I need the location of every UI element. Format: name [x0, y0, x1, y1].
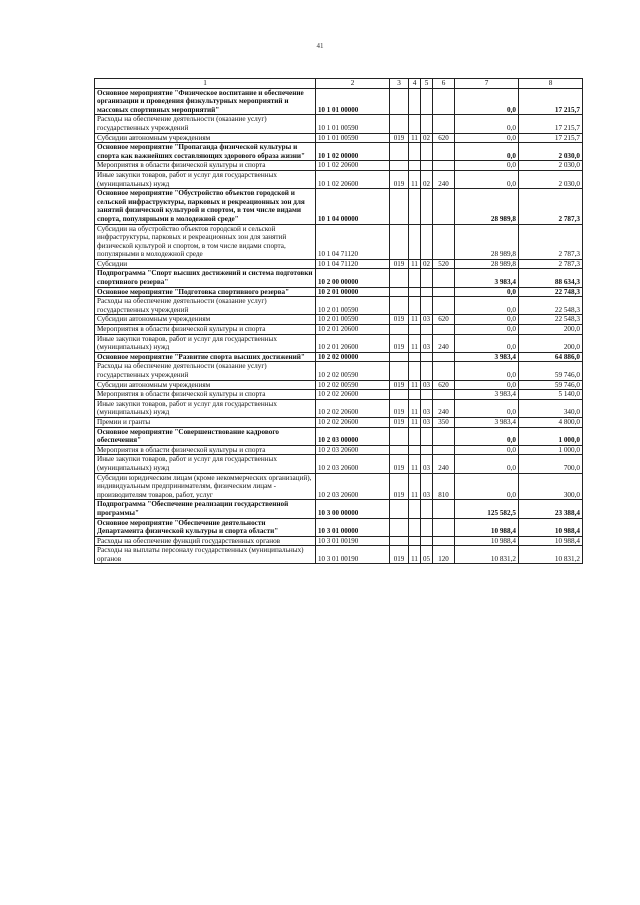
row-code-cell: 10 2 02 20600	[316, 417, 390, 427]
row-subsection-cell: 03	[421, 455, 433, 473]
row-section-cell	[409, 189, 421, 224]
row-grbs-cell: 019	[390, 417, 409, 427]
row-name-cell: Расходы на обеспечение деятельности (оказание услуг) государственных учреждений	[95, 362, 316, 380]
row-section-cell: 11	[409, 380, 421, 390]
row-expense-type-cell	[433, 297, 455, 315]
row-section-cell	[409, 269, 421, 287]
row-code-cell: 10 2 03 20600	[316, 473, 390, 500]
row-amount-col8-cell: 17 215,7	[519, 115, 583, 133]
row-amount-col8-cell: 4 800,0	[519, 417, 583, 427]
row-subsection-cell	[421, 500, 433, 518]
row-name-cell: Премии и гранты	[95, 417, 316, 427]
row-name-cell: Основное мероприятие "Физическое воспитание и обеспечение организации и проведения физкультурных мероприятий и массовых спортивных мероприятий"	[95, 88, 316, 115]
row-amount-col8-cell: 200,0	[519, 325, 583, 335]
row-amount-col8-cell: 2 030,0	[519, 143, 583, 161]
row-grbs-cell: 019	[390, 380, 409, 390]
row-expense-type-cell	[433, 536, 455, 546]
header-cell: 7	[455, 79, 519, 89]
header-cell: 6	[433, 79, 455, 89]
row-amount-col8-cell: 2 787,3	[519, 224, 583, 259]
row-amount-col7-cell: 3 983,4	[455, 352, 519, 362]
row-code-cell: 10 1 01 00590	[316, 115, 390, 133]
row-amount-col8-cell: 2 030,0	[519, 170, 583, 188]
row-grbs-cell	[390, 297, 409, 315]
row-section-cell	[409, 115, 421, 133]
row-grbs-cell	[390, 88, 409, 115]
row-grbs-cell	[390, 143, 409, 161]
row-amount-col7-cell: 0,0	[455, 362, 519, 380]
row-subsection-cell	[421, 115, 433, 133]
row-subsection-cell	[421, 297, 433, 315]
row-subsection-cell: 03	[421, 399, 433, 417]
row-subsection-cell	[421, 161, 433, 171]
row-name-cell: Субсидии автономным учреждениям	[95, 133, 316, 143]
row-grbs-cell	[390, 287, 409, 297]
row-section-cell	[409, 390, 421, 400]
row-expense-type-cell	[433, 287, 455, 297]
row-grbs-cell: 019	[390, 315, 409, 325]
row-code-cell: 10 1 02 20600	[316, 170, 390, 188]
row-name-cell: Подпрограмма "Спорт высших достижений и система подготовки спортивного резерва"	[95, 269, 316, 287]
row-section-cell: 11	[409, 546, 421, 564]
row-expense-type-cell	[433, 325, 455, 335]
row-amount-col7-cell: 0,0	[455, 88, 519, 115]
row-expense-type-cell	[433, 500, 455, 518]
row-expense-type-cell: 620	[433, 133, 455, 143]
row-amount-col8-cell: 23 388,4	[519, 500, 583, 518]
row-grbs-cell: 019	[390, 170, 409, 188]
row-amount-col8-cell: 300,0	[519, 473, 583, 500]
row-subsection-cell	[421, 352, 433, 362]
table-row	[95, 315, 583, 325]
row-amount-col7-cell: 0,0	[455, 297, 519, 315]
row-section-cell: 11	[409, 133, 421, 143]
table-row	[95, 334, 583, 352]
row-section-cell: 11	[409, 399, 421, 417]
row-expense-type-cell	[433, 352, 455, 362]
row-subsection-cell: 03	[421, 334, 433, 352]
row-subsection-cell	[421, 536, 433, 546]
table-row	[95, 115, 583, 133]
row-subsection-cell: 03	[421, 380, 433, 390]
row-expense-type-cell: 620	[433, 380, 455, 390]
row-expense-type-cell	[433, 143, 455, 161]
table-row	[95, 536, 583, 546]
row-section-cell	[409, 224, 421, 259]
row-amount-col8-cell: 2 030,0	[519, 161, 583, 171]
row-amount-col8-cell: 17 215,7	[519, 133, 583, 143]
row-name-cell: Субсидии автономным учреждениям	[95, 380, 316, 390]
row-section-cell: 11	[409, 473, 421, 500]
row-amount-col8-cell: 700,0	[519, 455, 583, 473]
row-amount-col7-cell: 0,0	[455, 334, 519, 352]
table-row	[95, 161, 583, 171]
row-code-cell: 10 3 01 00190	[316, 536, 390, 546]
row-subsection-cell: 02	[421, 170, 433, 188]
row-expense-type-cell	[433, 445, 455, 455]
row-name-cell: Иные закупки товаров, работ и услуг для государственных (муниципальных) нужд	[95, 334, 316, 352]
row-subsection-cell	[421, 224, 433, 259]
row-amount-col8-cell: 59 746,0	[519, 380, 583, 390]
row-expense-type-cell: 620	[433, 315, 455, 325]
row-grbs-cell	[390, 427, 409, 445]
header-cell: 1	[95, 79, 316, 89]
row-section-cell: 11	[409, 259, 421, 269]
row-code-cell: 10 2 02 20600	[316, 399, 390, 417]
row-name-cell: Иные закупки товаров, работ и услуг для государственных (муниципальных) нужд	[95, 455, 316, 473]
table-row	[95, 473, 583, 500]
row-amount-col7-cell: 0,0	[455, 143, 519, 161]
row-grbs-cell: 019	[390, 334, 409, 352]
table-row	[95, 417, 583, 427]
table-row	[95, 325, 583, 335]
row-name-cell: Основное мероприятие "Обеспечение деятельности Департамента физической культуры и спорта области"	[95, 518, 316, 536]
row-amount-col7-cell: 0,0	[455, 380, 519, 390]
row-amount-col7-cell: 125 582,5	[455, 500, 519, 518]
row-subsection-cell	[421, 143, 433, 161]
row-amount-col7-cell: 10 988,4	[455, 518, 519, 536]
table-row	[95, 546, 583, 564]
row-amount-col8-cell: 340,0	[519, 399, 583, 417]
row-subsection-cell	[421, 518, 433, 536]
row-amount-col8-cell: 22 548,3	[519, 297, 583, 315]
row-name-cell: Подпрограмма "Обеспечение реализации государственной программы"	[95, 500, 316, 518]
row-section-cell	[409, 536, 421, 546]
row-expense-type-cell	[433, 115, 455, 133]
row-name-cell: Расходы на обеспечение деятельности (оказание услуг) государственных учреждений	[95, 297, 316, 315]
row-amount-col7-cell: 3 983,4	[455, 417, 519, 427]
row-amount-col8-cell: 5 140,0	[519, 390, 583, 400]
row-section-cell	[409, 427, 421, 445]
row-code-cell: 10 2 01 20600	[316, 334, 390, 352]
row-grbs-cell	[390, 352, 409, 362]
row-section-cell: 11	[409, 417, 421, 427]
row-section-cell	[409, 88, 421, 115]
row-amount-col8-cell: 2 787,3	[519, 259, 583, 269]
row-section-cell: 11	[409, 455, 421, 473]
row-amount-col7-cell: 28 989,8	[455, 189, 519, 224]
row-grbs-cell	[390, 362, 409, 380]
row-code-cell: 10 2 02 20600	[316, 390, 390, 400]
row-amount-col8-cell: 88 634,3	[519, 269, 583, 287]
row-amount-col7-cell: 0,0	[455, 161, 519, 171]
row-code-cell: 10 2 03 20600	[316, 455, 390, 473]
row-code-cell: 10 2 03 00000	[316, 427, 390, 445]
row-amount-col8-cell: 59 746,0	[519, 362, 583, 380]
row-code-cell: 10 3 01 00190	[316, 546, 390, 564]
row-name-cell: Мероприятия в области физической культуры и спорта	[95, 445, 316, 455]
row-expense-type-cell: 350	[433, 417, 455, 427]
row-subsection-cell	[421, 88, 433, 115]
row-name-cell: Иные закупки товаров, работ и услуг для государственных (муниципальных) нужд	[95, 170, 316, 188]
row-code-cell: 10 3 00 00000	[316, 500, 390, 518]
row-section-cell: 11	[409, 315, 421, 325]
table-row	[95, 170, 583, 188]
row-name-cell: Субсидии	[95, 259, 316, 269]
row-name-cell: Расходы на выплаты персоналу государственных (муниципальных) органов	[95, 546, 316, 564]
budget-table	[94, 78, 583, 564]
row-code-cell: 10 2 02 00000	[316, 352, 390, 362]
row-subsection-cell	[421, 325, 433, 335]
row-subsection-cell: 05	[421, 546, 433, 564]
row-amount-col8-cell: 64 886,0	[519, 352, 583, 362]
header-cell: 3	[390, 79, 409, 89]
table-row	[95, 259, 583, 269]
row-expense-type-cell	[433, 189, 455, 224]
header-cell: 5	[421, 79, 433, 89]
row-amount-col8-cell: 2 787,3	[519, 189, 583, 224]
row-grbs-cell: 019	[390, 259, 409, 269]
row-amount-col7-cell: 3 983,4	[455, 390, 519, 400]
row-expense-type-cell	[433, 161, 455, 171]
row-section-cell	[409, 325, 421, 335]
row-code-cell: 10 2 01 20600	[316, 325, 390, 335]
row-subsection-cell: 02	[421, 133, 433, 143]
row-name-cell: Основное мероприятие "Развитие спорта высших достижений"	[95, 352, 316, 362]
row-code-cell: 10 1 02 20600	[316, 161, 390, 171]
row-amount-col7-cell: 0,0	[455, 473, 519, 500]
row-grbs-cell	[390, 115, 409, 133]
table-row	[95, 362, 583, 380]
row-amount-col7-cell: 0,0	[455, 455, 519, 473]
row-expense-type-cell	[433, 88, 455, 115]
row-expense-type-cell	[433, 427, 455, 445]
row-amount-col8-cell: 10 831,2	[519, 546, 583, 564]
row-grbs-cell	[390, 269, 409, 287]
table-row	[95, 399, 583, 417]
row-name-cell: Субсидии автономным учреждениям	[95, 315, 316, 325]
table-row	[95, 287, 583, 297]
row-subsection-cell	[421, 362, 433, 380]
row-subsection-cell	[421, 427, 433, 445]
row-code-cell: 10 2 03 20600	[316, 445, 390, 455]
row-grbs-cell: 019	[390, 399, 409, 417]
row-section-cell	[409, 161, 421, 171]
table-row	[95, 518, 583, 536]
row-code-cell: 10 1 04 71120	[316, 224, 390, 259]
table-row	[95, 500, 583, 518]
row-name-cell: Мероприятия в области физической культуры и спорта	[95, 325, 316, 335]
table-row	[95, 269, 583, 287]
row-amount-col8-cell: 1 000,0	[519, 427, 583, 445]
row-expense-type-cell: 240	[433, 399, 455, 417]
row-name-cell: Расходы на обеспечение деятельности (оказание услуг) государственных учреждений	[95, 115, 316, 133]
row-subsection-cell: 03	[421, 417, 433, 427]
header-cell: 4	[409, 79, 421, 89]
row-amount-col7-cell: 28 989,8	[455, 224, 519, 259]
row-grbs-cell: 019	[390, 133, 409, 143]
table-row	[95, 352, 583, 362]
row-name-cell: Мероприятия в области физической культуры и спорта	[95, 161, 316, 171]
row-amount-col7-cell: 0,0	[455, 445, 519, 455]
row-amount-col7-cell: 0,0	[455, 315, 519, 325]
row-name-cell: Расходы на обеспечение функций государственных органов	[95, 536, 316, 546]
row-section-cell	[409, 297, 421, 315]
row-section-cell: 11	[409, 170, 421, 188]
row-amount-col7-cell: 0,0	[455, 325, 519, 335]
row-subsection-cell: 03	[421, 473, 433, 500]
table-row	[95, 224, 583, 259]
row-grbs-cell	[390, 325, 409, 335]
row-expense-type-cell: 240	[433, 334, 455, 352]
row-code-cell: 10 2 01 00590	[316, 297, 390, 315]
row-grbs-cell: 019	[390, 455, 409, 473]
row-code-cell: 10 1 01 00000	[316, 88, 390, 115]
table-header-row	[95, 79, 583, 89]
table-row	[95, 390, 583, 400]
row-code-cell: 10 2 02 00590	[316, 380, 390, 390]
page-number: 41	[316, 42, 324, 50]
row-subsection-cell: 03	[421, 315, 433, 325]
row-expense-type-cell	[433, 224, 455, 259]
row-expense-type-cell	[433, 518, 455, 536]
row-name-cell: Основное мероприятие "Обустройство объектов городской и сельской инфраструктуры, парковых и рекреационных зон для занятий физической культурой и спортом, в том числе видами спорта, популярными в молодежной среде"	[95, 189, 316, 224]
row-amount-col7-cell: 0,0	[455, 133, 519, 143]
row-name-cell: Субсидии юридическим лицам (кроме некоммерческих организаций), индивидуальным предпринимателям, физическим лицам - производителям товаров, работ, услуг	[95, 473, 316, 500]
table-row	[95, 297, 583, 315]
row-grbs-cell	[390, 518, 409, 536]
row-amount-col7-cell: 0,0	[455, 287, 519, 297]
row-grbs-cell	[390, 500, 409, 518]
row-name-cell: Субсидии на обустройство объектов городской и сельской инфраструктуры, парковых и рекреационных зон для занятий физической культурой и спортом, в том числе видами спорта, популярными в молодежной среде	[95, 224, 316, 259]
row-grbs-cell: 019	[390, 473, 409, 500]
row-subsection-cell	[421, 269, 433, 287]
table-row	[95, 455, 583, 473]
row-subsection-cell	[421, 189, 433, 224]
row-grbs-cell	[390, 161, 409, 171]
row-grbs-cell	[390, 536, 409, 546]
row-grbs-cell: 019	[390, 546, 409, 564]
row-code-cell: 10 1 04 71120	[316, 259, 390, 269]
row-code-cell: 10 1 04 00000	[316, 189, 390, 224]
row-expense-type-cell	[433, 390, 455, 400]
row-section-cell: 11	[409, 334, 421, 352]
row-amount-col7-cell: 28 989,8	[455, 259, 519, 269]
row-expense-type-cell	[433, 269, 455, 287]
row-subsection-cell: 02	[421, 259, 433, 269]
row-section-cell	[409, 352, 421, 362]
row-name-cell: Иные закупки товаров, работ и услуг для государственных (муниципальных) нужд	[95, 399, 316, 417]
row-code-cell: 10 2 02 00590	[316, 362, 390, 380]
row-amount-col7-cell: 0,0	[455, 427, 519, 445]
row-amount-col7-cell: 0,0	[455, 399, 519, 417]
row-name-cell: Основное мероприятие "Подготовка спортивного резерва"	[95, 287, 316, 297]
row-amount-col8-cell: 200,0	[519, 334, 583, 352]
row-amount-col7-cell: 0,0	[455, 115, 519, 133]
table-row	[95, 143, 583, 161]
row-section-cell	[409, 500, 421, 518]
row-name-cell: Мероприятия в области физической культуры и спорта	[95, 390, 316, 400]
row-subsection-cell	[421, 390, 433, 400]
row-subsection-cell	[421, 445, 433, 455]
row-amount-col8-cell: 22 748,3	[519, 287, 583, 297]
row-amount-col7-cell: 3 983,4	[455, 269, 519, 287]
row-code-cell: 10 2 01 00000	[316, 287, 390, 297]
budget-table-body	[95, 79, 583, 564]
row-grbs-cell	[390, 390, 409, 400]
row-section-cell	[409, 445, 421, 455]
header-cell: 2	[316, 79, 390, 89]
row-amount-col7-cell: 10 988,4	[455, 536, 519, 546]
row-amount-col7-cell: 10 831,2	[455, 546, 519, 564]
row-name-cell: Основное мероприятие "Совершенствование кадрового обеспечения"	[95, 427, 316, 445]
row-expense-type-cell	[433, 362, 455, 380]
row-grbs-cell	[390, 445, 409, 455]
row-amount-col8-cell: 10 988,4	[519, 536, 583, 546]
table-row	[95, 445, 583, 455]
row-amount-col8-cell: 22 548,3	[519, 315, 583, 325]
table-row	[95, 427, 583, 445]
row-expense-type-cell: 810	[433, 473, 455, 500]
row-expense-type-cell: 120	[433, 546, 455, 564]
row-amount-col7-cell: 0,0	[455, 170, 519, 188]
table-row	[95, 133, 583, 143]
header-cell: 8	[519, 79, 583, 89]
row-amount-col8-cell: 10 988,4	[519, 518, 583, 536]
row-section-cell	[409, 287, 421, 297]
row-section-cell	[409, 362, 421, 380]
table-row	[95, 189, 583, 224]
row-grbs-cell	[390, 224, 409, 259]
row-grbs-cell	[390, 189, 409, 224]
row-expense-type-cell: 240	[433, 170, 455, 188]
row-section-cell	[409, 518, 421, 536]
row-code-cell: 10 2 00 00000	[316, 269, 390, 287]
row-amount-col8-cell: 1 000,0	[519, 445, 583, 455]
row-code-cell: 10 1 01 00590	[316, 133, 390, 143]
row-name-cell: Основное мероприятие "Пропаганда физической культуры и спорта как важнейших составляющих здорового образа жизни"	[95, 143, 316, 161]
row-section-cell	[409, 143, 421, 161]
row-code-cell: 10 1 02 00000	[316, 143, 390, 161]
row-expense-type-cell: 240	[433, 455, 455, 473]
row-expense-type-cell: 520	[433, 259, 455, 269]
row-code-cell: 10 2 01 00590	[316, 315, 390, 325]
row-code-cell: 10 3 01 00000	[316, 518, 390, 536]
table-row	[95, 88, 583, 115]
row-amount-col8-cell: 17 215,7	[519, 88, 583, 115]
row-subsection-cell	[421, 287, 433, 297]
table-row	[95, 380, 583, 390]
